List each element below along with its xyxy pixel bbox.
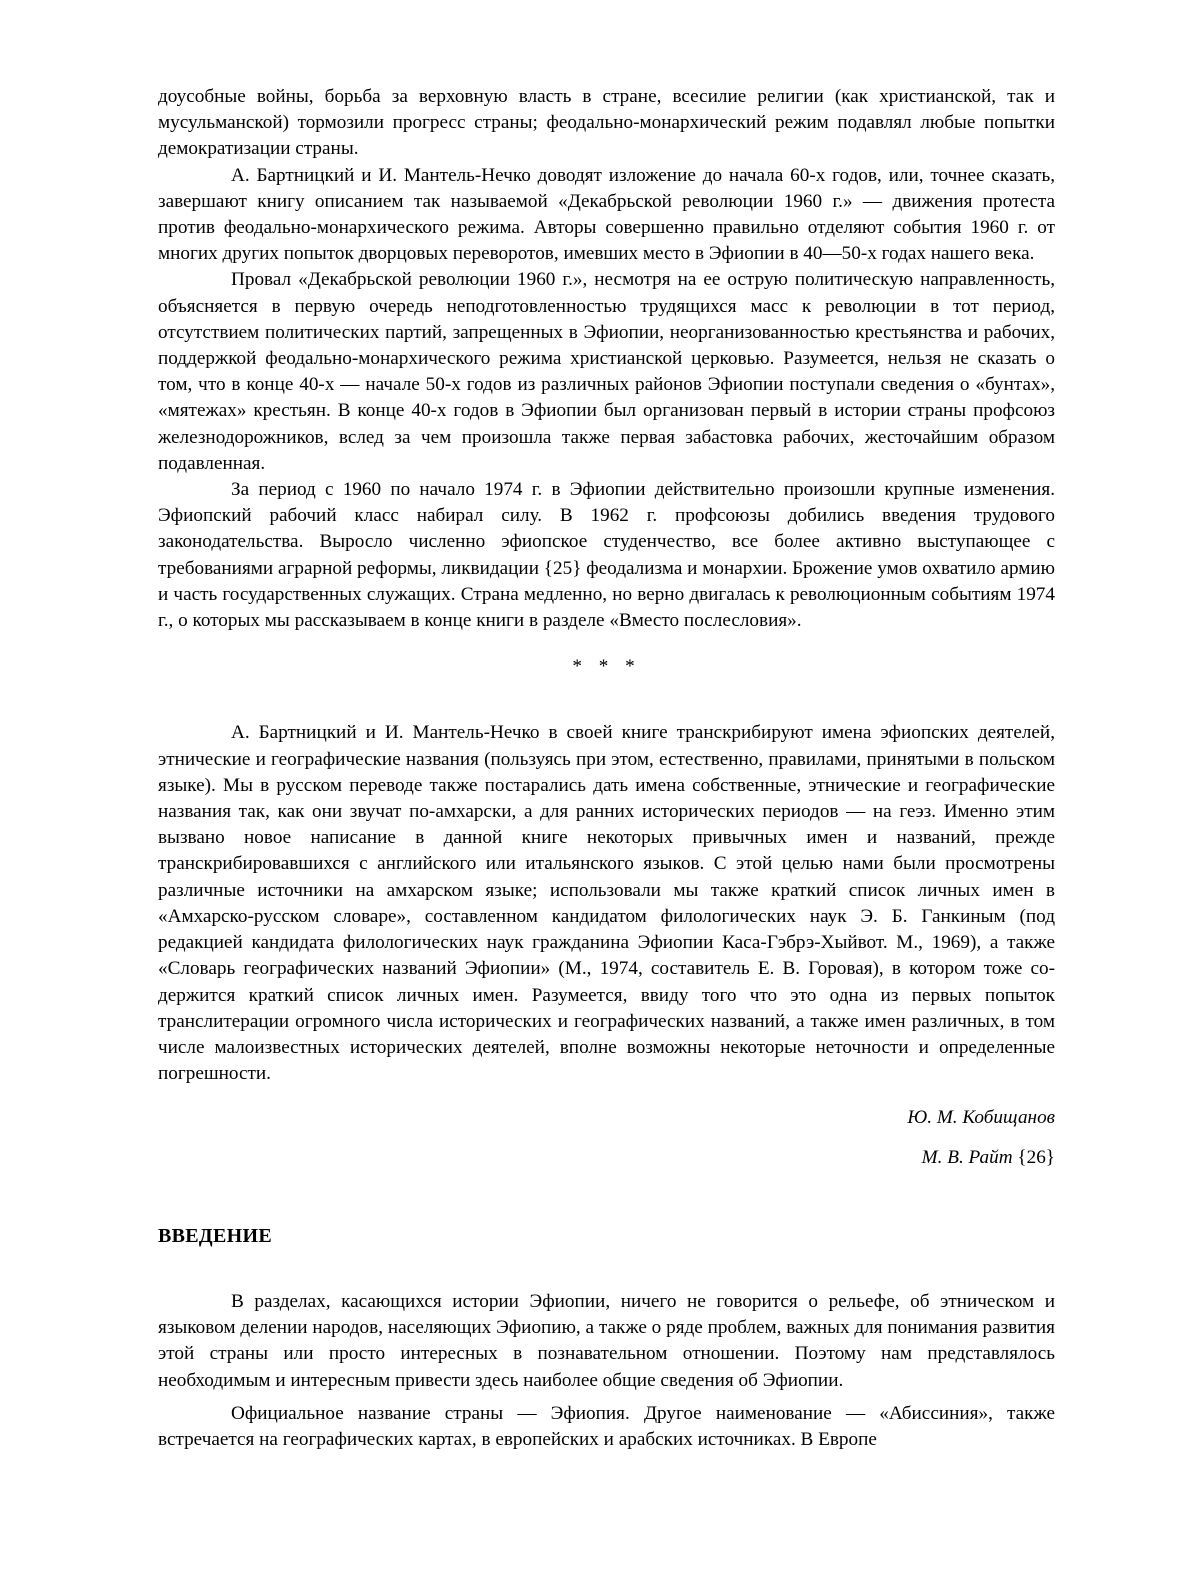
signature-kobishchanov — [158, 1105, 1055, 1131]
section-separator: * * * — [572, 656, 641, 678]
section-heading-introduction: ВВЕДЕНИЕ — [158, 1224, 272, 1247]
signature-rait — [158, 1145, 1055, 1171]
paragraph-top-1: доусобные войны, борьба за верховную власть в стране, всесилие религии (как христианской, так и мусульманской) тормозили прогресс страны; феодально-монархический режим подавлял любые попытки демократизации страны. — [158, 86, 1055, 160]
paragraph-intro-2: Официальное название страны — Эфиопия. Другое наименование — «Абиссиния», также встречается на географических картах, в европейских и арабских источниках. В Европе — [158, 1402, 1055, 1450]
signature-name-2: М. В. Райт — [921, 1146, 1013, 1168]
paragraph-top-3: Провал «Декабрьской революции 1960 г.», несмотря на ее острую политическую направленность, объясняется в первую очередь неподготовленностью трудящихся масс к революции в тот период, отсутствием политических партий, запрещенных в Эфиопии, неорганизованностью крестьянства и рабочих, поддержкой феодально-монархического режима христианской церковью. Разумеется, нельзя не сказать о том, что в конце 40-х — начале 50-х годов из различных районов Эфиопии поступали сведения о «бунтах», «мятежах» крестьян. В конце 40-х годов в Эфиопии был организован первый в истории страны профсоюз железнодорожников, вслед за чем произошла также первая забастовка рабочих, жесточайшим образом подавленная. — [158, 269, 1055, 474]
paragraph-transliteration: А. Бартницкий и И. Мантель-Нечко в своей книге транскрибируют имена эфиопских деятелей, этнические и географические названия (пользуясь при этом, естественно, правилами, принятыми в польском языке). Мы в русском переводе также постарались дать имена собственные, этнические и географические названия так, как они звучат по-амхарски, а для ранних исторических периодов — на геэз. Именно этим вызвано новое написание в данной книге некоторых привычных имен и названий, прежде транскрибировавшихся с английского или итальянского языков. С этой целью нами были просмотрены различные источники на амхарском языке; использовали мы также краткий список личных имен в «Амхарско-русском словаре», составленном кандидатом филологических наук Э. Б. Ганкиным (под редакцией кандидата филологических наук гражданина Эфиопии Каса-Гэбрэ-Хыйвот. М., 1969), а также «Словарь географических названий Эфиопии» (М., 1974, составитель Е. В. Горовая), в котором тоже содержится краткий список личных имен. Разумеется, ввиду того что это одна из первых попыток транслитерации огромного числа исторических и географических названий, а также имен различных, в том числе малоизвестных исторических деятелей, вполне возможны некоторые неточности и определенные погрешности. — [158, 722, 1055, 1085]
signature-name-1: Ю. М. Кобищанов — [907, 1107, 1055, 1129]
paragraph-top-4: За период с 1960 по начало 1974 г. в Эфиопии действительно произошли крупные изменения. Эфиопский рабочий класс набирал силу. В 1962 г. профсоюзы добились введения трудового законодательства. Выросло численно эфиопское студенчество, все более активно выступающее с требованиями аграрной реформы, ликвидации {25} феодализма и монархии. Брожение умов охватило армию и часть государственных служащих. Страна медленно, но верно двигалась к революционным событиям 1974 г., о которых мы рассказываем в конце книги в разделе «Вместо послесловия». — [158, 479, 1055, 632]
page-reference: {26} — [1017, 1146, 1055, 1168]
document-page — [158, 84, 1055, 1453]
paragraph-intro-1: В разделах, касающихся истории Эфиопии, ничего не говорится о рельефе, об этническом и языковом делении народов, населяющих Эфиопию, а также о ряде проблем, важных для понимания развития этой страны или просто интересных в познавательном отношении. Поэтому нам представлялось необходимым и интересным привести здесь наиболее общие сведения об Эфиопии. — [158, 1290, 1055, 1391]
paragraph-top-2: А. Бартницкий и И. Мантель-Нечко доводят изложение до начала 60-х годов, или, точнее сказать, завершают книгу описанием так называемой «Декабрьской революции 1960 г.» — движения протеста против феодально-монархического режима. Авторы совершенно правильно отделяют события 1960 г. от многих других попыток дворцовых переворотов, имевших место в Эфиопии в 40—50-х годах нашего века. — [158, 164, 1055, 265]
